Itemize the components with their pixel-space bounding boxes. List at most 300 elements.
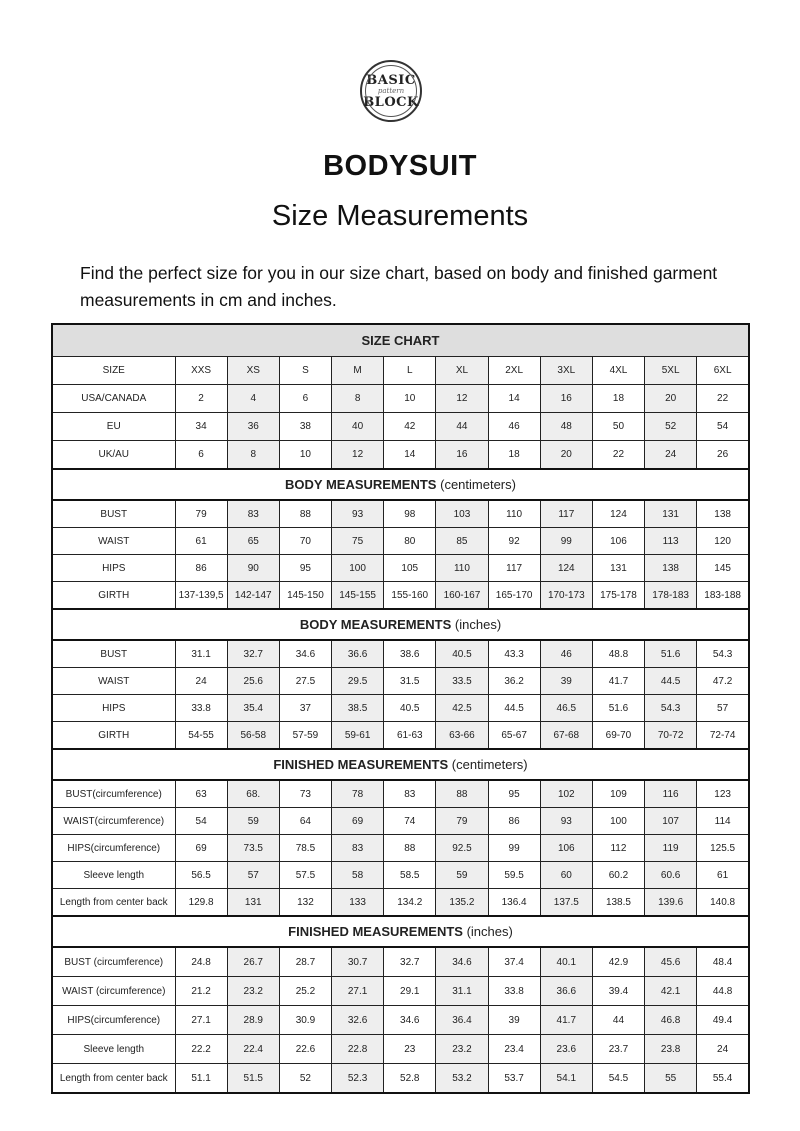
measurement-row	[52, 780, 749, 808]
table-cell: 33.8	[175, 695, 227, 722]
page-subtitle: Size Measurements	[271, 200, 529, 232]
table-cell: 34.6	[384, 1006, 436, 1035]
table-cell: 100	[332, 555, 384, 582]
table-cell: 63	[175, 780, 227, 808]
section-header-row	[52, 749, 749, 780]
table-cell: 138.5	[592, 889, 644, 917]
measurement-row	[52, 582, 749, 610]
table-cell: 36.6	[540, 977, 592, 1006]
table-cell: 145	[697, 555, 749, 582]
table-cell: 43.3	[488, 640, 540, 668]
table-cell: 92	[488, 528, 540, 555]
table-cell: 59	[227, 808, 279, 835]
size-chart-header-row	[52, 324, 749, 357]
table-cell: 23.2	[227, 977, 279, 1006]
table-cell: 36.6	[332, 640, 384, 668]
size-chart-title: SIZE CHART	[52, 324, 749, 357]
table-cell: 78	[332, 780, 384, 808]
size-row	[52, 385, 749, 413]
table-cell: 52.8	[384, 1064, 436, 1094]
table-cell: 36	[227, 413, 279, 441]
table-cell: 124	[592, 500, 644, 528]
table-cell: 6	[279, 385, 331, 413]
table-cell: 93	[540, 808, 592, 835]
table-cell: 34	[175, 413, 227, 441]
table-cell: 145-155	[332, 582, 384, 610]
table-cell: 145-150	[279, 582, 331, 610]
table-cell: 5XL	[645, 357, 697, 385]
size-row	[52, 413, 749, 441]
table-cell: 98	[384, 500, 436, 528]
table-cell: 24.8	[175, 947, 227, 977]
table-cell: 92.5	[436, 835, 488, 862]
table-cell: 68.	[227, 780, 279, 808]
table-cell: 40.5	[436, 640, 488, 668]
table-cell: 132	[279, 889, 331, 917]
table-cell: 137-139,5	[175, 582, 227, 610]
table-cell: 40.5	[384, 695, 436, 722]
table-cell: 54-55	[175, 722, 227, 750]
table-cell: 14	[488, 385, 540, 413]
measurement-row	[52, 1064, 749, 1094]
table-cell: 34.6	[436, 947, 488, 977]
table-cell: 110	[436, 555, 488, 582]
measurement-row	[52, 835, 749, 862]
table-cell: 29.5	[332, 668, 384, 695]
brand-logo	[360, 60, 422, 122]
measurement-row	[52, 947, 749, 977]
measurement-row	[52, 668, 749, 695]
row-label: WAIST	[52, 668, 175, 695]
table-cell: 116	[645, 780, 697, 808]
table-cell: 35.4	[227, 695, 279, 722]
table-cell: 22	[592, 441, 644, 470]
table-cell: 22.8	[332, 1035, 384, 1064]
table-cell: 165-170	[488, 582, 540, 610]
table-cell: 23.4	[488, 1035, 540, 1064]
measurement-row	[52, 1006, 749, 1035]
row-label: WAIST(circumference)	[52, 808, 175, 835]
row-label: Length from center back	[52, 889, 175, 917]
table-cell: 60.6	[645, 862, 697, 889]
table-cell: 119	[645, 835, 697, 862]
table-cell: 103	[436, 500, 488, 528]
table-cell: 178-183	[645, 582, 697, 610]
section-title-main: FINISHED MEASUREMENTS	[288, 924, 463, 939]
table-cell: 135.2	[436, 889, 488, 917]
table-cell: 25.2	[279, 977, 331, 1006]
table-cell: 107	[645, 808, 697, 835]
table-cell: 57-59	[279, 722, 331, 750]
table-cell: 110	[488, 500, 540, 528]
table-cell: 170-173	[540, 582, 592, 610]
row-label: HIPS	[52, 555, 175, 582]
table-cell: 14	[384, 441, 436, 470]
row-label: BUST(circumference)	[52, 780, 175, 808]
table-cell: 22.6	[279, 1035, 331, 1064]
row-label: USA/CANADA	[52, 385, 175, 413]
table-cell: 100	[592, 808, 644, 835]
table-cell: 79	[436, 808, 488, 835]
section-header-row	[52, 609, 749, 640]
table-cell: 23.2	[436, 1035, 488, 1064]
table-cell: 83	[227, 500, 279, 528]
table-cell: 69-70	[592, 722, 644, 750]
table-cell: 27.5	[279, 668, 331, 695]
measurement-row	[52, 640, 749, 668]
table-cell: 27.1	[175, 1006, 227, 1035]
table-cell: 41.7	[592, 668, 644, 695]
section-header-row	[52, 469, 749, 500]
table-cell: 99	[488, 835, 540, 862]
table-cell: 33.8	[488, 977, 540, 1006]
table-cell: 131	[592, 555, 644, 582]
table-cell: 51.6	[645, 640, 697, 668]
row-label: HIPS(circumference)	[52, 1006, 175, 1035]
table-cell: 18	[592, 385, 644, 413]
table-cell: 63-66	[436, 722, 488, 750]
table-cell: 39	[540, 668, 592, 695]
measurement-row	[52, 808, 749, 835]
measurement-row	[52, 500, 749, 528]
table-cell: 134.2	[384, 889, 436, 917]
table-cell: 79	[175, 500, 227, 528]
table-cell: 26.7	[227, 947, 279, 977]
measurement-row	[52, 722, 749, 750]
measurement-row	[52, 555, 749, 582]
table-cell: 88	[279, 500, 331, 528]
table-cell: 114	[697, 808, 749, 835]
table-cell: 106	[592, 528, 644, 555]
table-cell: 42.9	[592, 947, 644, 977]
intro-text: Find the perfect size for you in our size chart, based on body and finished garment measurements in cm and inches.	[80, 263, 718, 310]
table-cell: 58.5	[384, 862, 436, 889]
table-cell: 50	[592, 413, 644, 441]
table-cell: 27.1	[332, 977, 384, 1006]
table-cell: 123	[697, 780, 749, 808]
table-cell: 58	[332, 862, 384, 889]
table-cell: 61-63	[384, 722, 436, 750]
table-cell: 99	[540, 528, 592, 555]
row-label: GIRTH	[52, 582, 175, 610]
measurement-row	[52, 528, 749, 555]
section-title	[52, 916, 749, 947]
section-title-unit: (centimeters)	[440, 477, 516, 492]
table-cell: 38.5	[332, 695, 384, 722]
table-cell: 45.6	[645, 947, 697, 977]
table-cell: 60	[540, 862, 592, 889]
measurement-row	[52, 977, 749, 1006]
row-label: Length from center back	[52, 1064, 175, 1094]
table-cell: 52	[645, 413, 697, 441]
table-cell: 22	[697, 385, 749, 413]
table-cell: 105	[384, 555, 436, 582]
table-cell: 41.7	[540, 1006, 592, 1035]
table-cell: 6XL	[697, 357, 749, 385]
table-cell: 142-147	[227, 582, 279, 610]
table-cell: 3XL	[540, 357, 592, 385]
logo-script: pattern	[377, 86, 405, 95]
table-cell: 73.5	[227, 835, 279, 862]
table-cell: 70	[279, 528, 331, 555]
table-cell: 113	[645, 528, 697, 555]
table-cell: 23.6	[540, 1035, 592, 1064]
table-cell: 16	[540, 385, 592, 413]
table-cell: 73	[279, 780, 331, 808]
table-cell: 24	[697, 1035, 749, 1064]
table-cell: 31.5	[384, 668, 436, 695]
table-cell: 56-58	[227, 722, 279, 750]
table-cell: 75	[332, 528, 384, 555]
table-cell: 22.4	[227, 1035, 279, 1064]
row-label: Sleeve length	[52, 862, 175, 889]
table-cell: XS	[227, 357, 279, 385]
row-label: HIPS(circumference)	[52, 835, 175, 862]
table-cell: 56.5	[175, 862, 227, 889]
table-cell: S	[279, 357, 331, 385]
table-cell: 78.5	[279, 835, 331, 862]
row-label: HIPS	[52, 695, 175, 722]
table-cell: 93	[332, 500, 384, 528]
table-cell: 129.8	[175, 889, 227, 917]
table-cell: 44.5	[645, 668, 697, 695]
table-cell: 54.5	[592, 1064, 644, 1094]
section-header-row	[52, 916, 749, 947]
table-cell: 55.4	[697, 1064, 749, 1094]
table-cell: 138	[697, 500, 749, 528]
table-cell: 30.7	[332, 947, 384, 977]
table-cell: 59	[436, 862, 488, 889]
table-cell: L	[384, 357, 436, 385]
measurement-row	[52, 862, 749, 889]
table-cell: 125.5	[697, 835, 749, 862]
table-cell: 137.5	[540, 889, 592, 917]
table-cell: 40	[332, 413, 384, 441]
table-cell: 38	[279, 413, 331, 441]
row-label: BUST (circumference)	[52, 947, 175, 977]
table-cell: 51.1	[175, 1064, 227, 1094]
table-cell: 117	[540, 500, 592, 528]
table-cell: 64	[279, 808, 331, 835]
table-cell: 69	[332, 808, 384, 835]
table-cell: 4XL	[592, 357, 644, 385]
table-cell: 42	[384, 413, 436, 441]
table-cell: 80	[384, 528, 436, 555]
table-cell: 23.8	[645, 1035, 697, 1064]
table-cell: 32.7	[227, 640, 279, 668]
table-cell: 85	[436, 528, 488, 555]
table-cell: 102	[540, 780, 592, 808]
table-cell: 36.4	[436, 1006, 488, 1035]
row-label: GIRTH	[52, 722, 175, 750]
table-cell: 74	[384, 808, 436, 835]
measurement-row	[52, 889, 749, 917]
table-cell: 175-178	[592, 582, 644, 610]
table-cell: 4	[227, 385, 279, 413]
table-cell: 34.6	[279, 640, 331, 668]
table-cell: 183-188	[697, 582, 749, 610]
table-cell: 21.2	[175, 977, 227, 1006]
table-cell: 20	[645, 385, 697, 413]
table-cell: 54.3	[697, 640, 749, 668]
page-title: BODYSUIT	[323, 150, 477, 182]
table-cell: 95	[279, 555, 331, 582]
table-cell: 25.6	[227, 668, 279, 695]
table-cell: 59-61	[332, 722, 384, 750]
table-cell: 120	[697, 528, 749, 555]
table-cell: 86	[175, 555, 227, 582]
table-cell: 106	[540, 835, 592, 862]
logo-line-2: BLOCK	[363, 94, 419, 110]
table-cell: 70-72	[645, 722, 697, 750]
table-cell: 12	[332, 441, 384, 470]
table-cell: 69	[175, 835, 227, 862]
table-cell: 32.6	[332, 1006, 384, 1035]
measurement-row	[52, 1035, 749, 1064]
table-cell: 29.1	[384, 977, 436, 1006]
table-cell: 53.2	[436, 1064, 488, 1094]
table-cell: 18	[488, 441, 540, 470]
table-cell: 131	[227, 889, 279, 917]
table-cell: 59.5	[488, 862, 540, 889]
table-cell: 2XL	[488, 357, 540, 385]
table-cell: 37.4	[488, 947, 540, 977]
table-cell: 46.8	[645, 1006, 697, 1035]
table-cell: 61	[175, 528, 227, 555]
table-cell: 109	[592, 780, 644, 808]
section-title-main: FINISHED MEASUREMENTS	[273, 757, 449, 772]
table-cell: 42.1	[645, 977, 697, 1006]
table-cell: 67-68	[540, 722, 592, 750]
table-cell: 31.1	[436, 977, 488, 1006]
table-cell: 60.2	[592, 862, 644, 889]
table-cell: 39.4	[592, 977, 644, 1006]
table-cell: 23	[384, 1035, 436, 1064]
table-cell: 8	[332, 385, 384, 413]
table-cell: 140.8	[697, 889, 749, 917]
table-cell: 57	[697, 695, 749, 722]
table-cell: 90	[227, 555, 279, 582]
table-cell: 30.9	[279, 1006, 331, 1035]
table-cell: 86	[488, 808, 540, 835]
table-cell: 131	[645, 500, 697, 528]
table-cell: 54	[697, 413, 749, 441]
table-cell: 61	[697, 862, 749, 889]
size-chart-table	[51, 323, 750, 1094]
table-cell: 23.7	[592, 1035, 644, 1064]
table-cell: 33.5	[436, 668, 488, 695]
section-title	[52, 749, 749, 780]
table-cell: 48.4	[697, 947, 749, 977]
table-cell: 44.8	[697, 977, 749, 1006]
row-label: Sleeve length	[52, 1035, 175, 1064]
table-cell: 10	[384, 385, 436, 413]
row-label: WAIST (circumference)	[52, 977, 175, 1006]
table-cell: 139.6	[645, 889, 697, 917]
table-cell: 20	[540, 441, 592, 470]
table-cell: 54	[175, 808, 227, 835]
logo-line-1: BASIC	[366, 72, 416, 88]
table-cell: 24	[175, 668, 227, 695]
table-cell: 8	[227, 441, 279, 470]
table-cell: 160-167	[436, 582, 488, 610]
table-cell: 22.2	[175, 1035, 227, 1064]
table-cell: 10	[279, 441, 331, 470]
table-cell: 124	[540, 555, 592, 582]
table-cell: XL	[436, 357, 488, 385]
table-cell: 32.7	[384, 947, 436, 977]
section-title-unit: (centimeters)	[451, 757, 528, 772]
row-label: UK/AU	[52, 441, 175, 470]
table-cell: 53.7	[488, 1064, 540, 1094]
table-cell: 83	[384, 780, 436, 808]
table-cell: 136.4	[488, 889, 540, 917]
table-cell: 112	[592, 835, 644, 862]
table-cell: 48.8	[592, 640, 644, 668]
table-cell: 38.6	[384, 640, 436, 668]
table-cell: 46	[540, 640, 592, 668]
table-cell: 49.4	[697, 1006, 749, 1035]
table-cell: 57	[227, 862, 279, 889]
section-title	[52, 609, 749, 640]
table-cell: 133	[332, 889, 384, 917]
section-title-main: BODY MEASUREMENTS	[299, 617, 452, 632]
table-cell: 83	[332, 835, 384, 862]
table-cell: 26	[697, 441, 749, 470]
table-cell: M	[332, 357, 384, 385]
table-cell: 65	[227, 528, 279, 555]
table-cell: 95	[488, 780, 540, 808]
table-cell: 47.2	[697, 668, 749, 695]
table-cell: 46.5	[540, 695, 592, 722]
table-cell: 54.1	[540, 1064, 592, 1094]
table-cell: 44.5	[488, 695, 540, 722]
table-cell: 51.6	[592, 695, 644, 722]
table-cell: 88	[384, 835, 436, 862]
table-cell: 16	[436, 441, 488, 470]
table-cell: 39	[488, 1006, 540, 1035]
table-cell: 55	[645, 1064, 697, 1094]
row-label: WAIST	[52, 528, 175, 555]
size-row	[52, 357, 749, 385]
table-cell: 6	[175, 441, 227, 470]
table-cell: XXS	[175, 357, 227, 385]
table-cell: 46	[488, 413, 540, 441]
section-title-unit: (inches)	[466, 924, 513, 939]
table-cell: 51.5	[227, 1064, 279, 1094]
section-title-main: BODY MEASUREMENTS	[285, 477, 437, 492]
table-cell: 28.7	[279, 947, 331, 977]
size-row	[52, 441, 749, 470]
table-cell: 65-67	[488, 722, 540, 750]
row-label: BUST	[52, 640, 175, 668]
table-cell: 42.5	[436, 695, 488, 722]
table-cell: 44	[592, 1006, 644, 1035]
table-cell: 88	[436, 780, 488, 808]
table-cell: 28.9	[227, 1006, 279, 1035]
table-cell: 40.1	[540, 947, 592, 977]
row-label: EU	[52, 413, 175, 441]
table-cell: 12	[436, 385, 488, 413]
table-cell: 2	[175, 385, 227, 413]
table-cell: 52	[279, 1064, 331, 1094]
section-title	[52, 469, 749, 500]
table-cell: 44	[436, 413, 488, 441]
table-cell: 24	[645, 441, 697, 470]
table-cell: 57.5	[279, 862, 331, 889]
section-title-unit: (inches)	[454, 617, 502, 632]
table-cell: 117	[488, 555, 540, 582]
